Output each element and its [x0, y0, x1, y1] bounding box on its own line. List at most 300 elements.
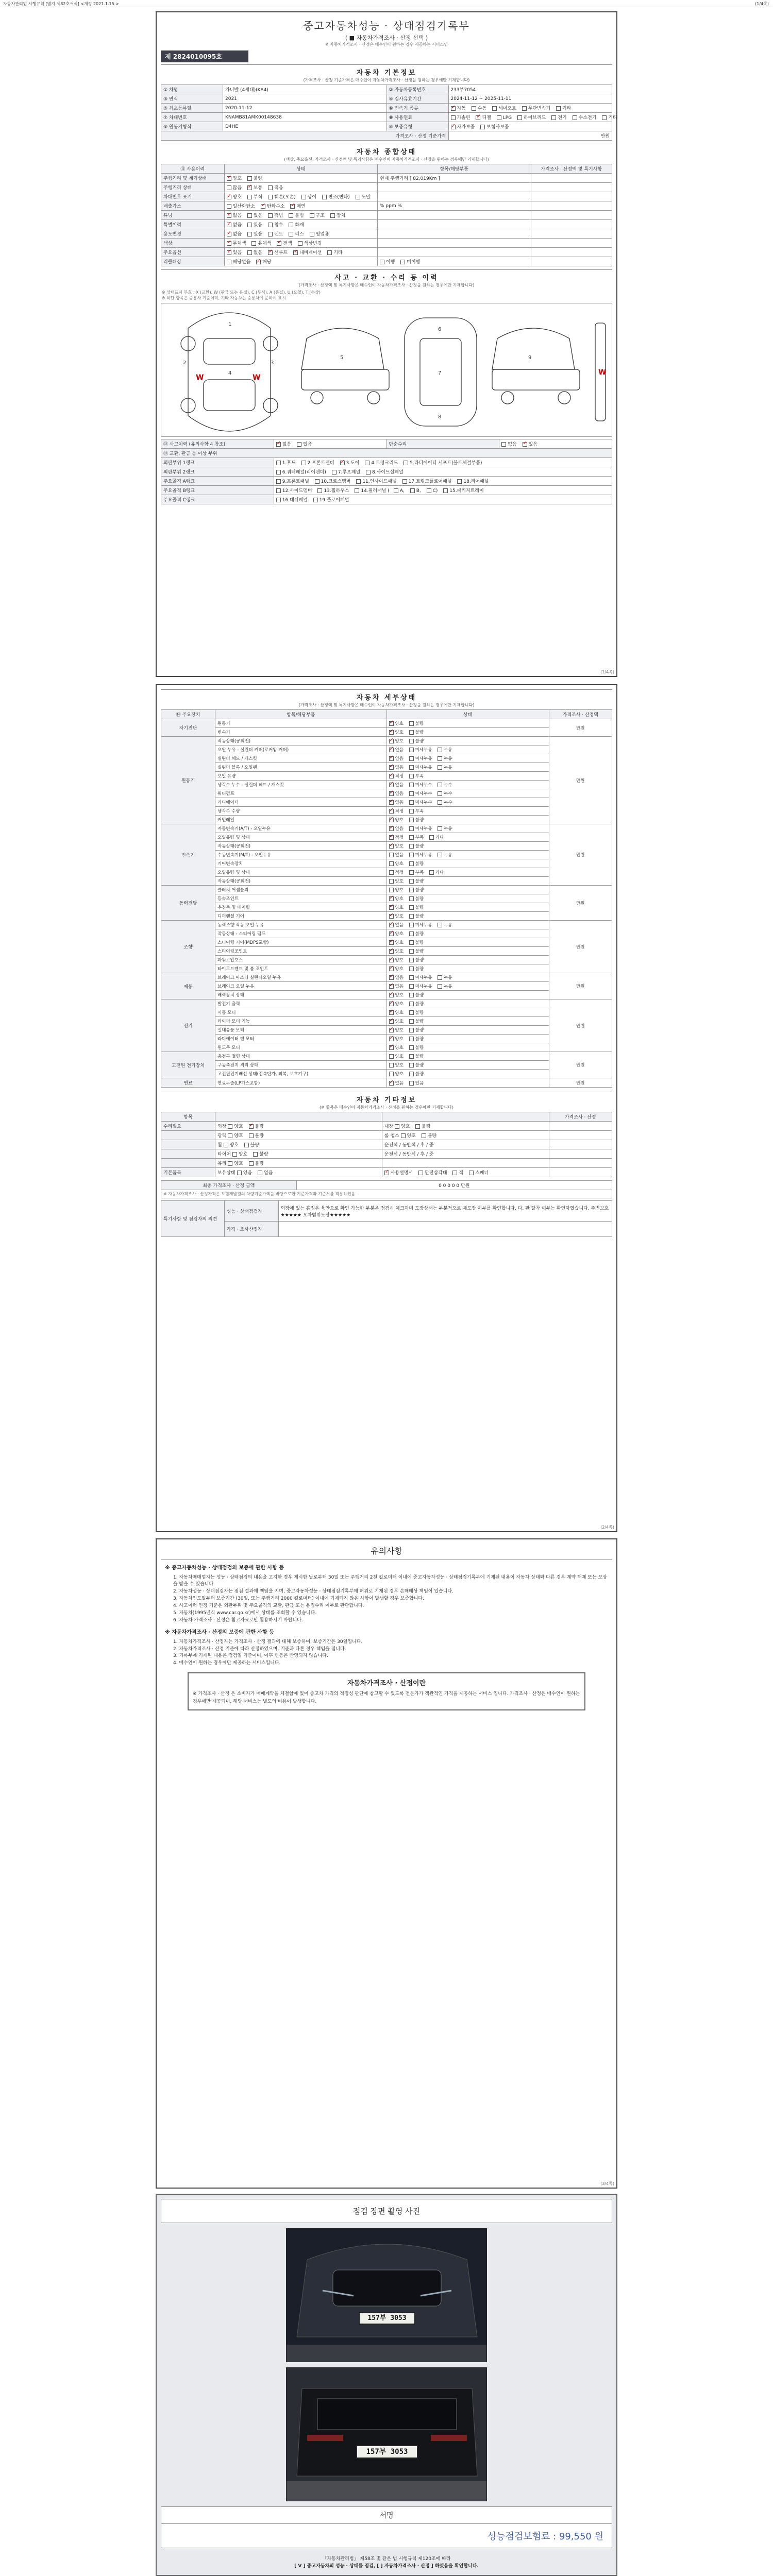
price-service-text: ※ 가격조사 · 산정 은 소비자가 매매계약을 체결함에 있어 중고차 가격의 적정성 판단에 참고할 수 있도록 전문가가 객관적인 가격을 제공하는 서비스 입니다. 가격조사 · 산정은 매수인이 원하는 경우에만 제공되며, 해당 서비스는 별도의 비용이 발생합니다. — [193, 1691, 580, 1704]
detail-status — [386, 1026, 549, 1035]
overall-price — [531, 174, 612, 183]
overall-item: 주요옵션 — [161, 248, 225, 257]
other-header-cell — [215, 1112, 382, 1122]
check-option: 누수 — [438, 783, 452, 788]
check-option: ✓ 양호 — [389, 818, 405, 823]
checkbox — [356, 195, 360, 199]
checkbox — [330, 213, 335, 218]
check-option: 18.리어패널 — [457, 479, 489, 484]
checkbox — [451, 125, 456, 129]
check-option: 양호 — [389, 879, 405, 884]
checkbox — [409, 721, 414, 726]
check-option: ✓내비게이션 — [293, 250, 323, 256]
checkbox — [276, 498, 281, 502]
basic-label: ④ 검사유효기간 — [386, 94, 448, 104]
checkbox — [415, 1124, 420, 1129]
checkbox — [409, 940, 414, 945]
rank-label: 외판부위 1랭크 — [161, 458, 274, 467]
checkbox — [389, 1054, 394, 1059]
check-option: 불량 — [409, 1045, 424, 1050]
checkbox — [409, 739, 414, 743]
detail-price: 만원 — [549, 824, 612, 886]
other-status: 외장 양호 ✓불량 — [215, 1122, 382, 1131]
check-option: ✓ 없음 — [389, 984, 405, 989]
check-option: 있음 — [409, 1081, 424, 1086]
check-option: ✓ 양호 — [389, 1028, 405, 1033]
checkbox — [227, 213, 231, 218]
notes-item-1: 3. 자동차인도일부터 보증기간 (30일, 또는 주행거리 2000 킬로미터) 이내에 기재되지 않은 사항이 발생할 경우 보증합니다. — [173, 1596, 424, 1602]
checkbox — [472, 106, 476, 111]
section-detail-title: 자동차 세부상태 — [161, 689, 612, 702]
check-option: 미세누수 — [409, 791, 434, 796]
section-basic-note: (가격조사 · 산정 기준가격은 매수인이 자동차가격조사 · 산정을 원하는 경우에만 기재합니다) — [303, 78, 470, 82]
overall-item: 특별이력 — [161, 220, 225, 229]
detail-item: 스티어링조인트 — [215, 947, 387, 956]
checkbox — [429, 835, 434, 840]
detail-row — [161, 903, 612, 912]
detail-item: 연료누출(LP가스포함) — [215, 1078, 387, 1088]
checkbox — [409, 756, 414, 761]
check-option: 불량 — [409, 861, 424, 867]
basic-label: ② 자동차등록번호 — [386, 85, 448, 94]
checkbox — [247, 213, 252, 218]
checkbox — [457, 479, 462, 484]
check-option: 2.프론트펜더 — [301, 461, 336, 466]
rank-row — [161, 477, 612, 486]
checkbox — [310, 232, 314, 236]
check-option: 불량 — [409, 931, 424, 937]
other-row — [161, 1159, 612, 1168]
detail-status — [386, 894, 549, 903]
check-option: 무단변속기 — [522, 106, 552, 111]
checkbox — [438, 984, 442, 989]
checkbox — [389, 1010, 394, 1015]
overall-row — [161, 239, 612, 248]
overall-price — [531, 257, 612, 266]
form-header — [157, 12, 616, 47]
check-option: ✓ 양호 — [389, 958, 405, 963]
check-option: 하이브리드 — [517, 115, 547, 121]
check-option: 있음 — [247, 213, 264, 218]
opinion-table — [161, 1200, 612, 1237]
overall-price — [531, 229, 612, 239]
checkbox — [409, 870, 414, 875]
detail-status — [386, 833, 549, 842]
checkbox — [247, 176, 252, 181]
check-option: 10.크로스멤버 — [315, 479, 352, 484]
checkbox — [389, 1072, 394, 1076]
check-option: 일산화탄소 — [227, 204, 257, 209]
check-option: ✓ 양호 — [389, 905, 405, 910]
detail-item: 워터펌프 — [215, 789, 387, 798]
rank-parts — [274, 486, 612, 495]
checkbox — [409, 984, 414, 989]
checkbox — [389, 1063, 394, 1067]
simple-repair-status — [499, 439, 612, 449]
overall-part — [378, 192, 531, 201]
overall-status — [224, 220, 378, 229]
checkbox — [389, 975, 394, 980]
check-option: 없음 — [389, 853, 405, 858]
check-option: 19.플로어패널 — [313, 498, 349, 503]
check-option: 불량 — [247, 176, 262, 181]
check-option: ✓ 없음 — [389, 791, 405, 796]
detail-row — [161, 798, 612, 807]
calculator-label: 가격 · 조사산정자 — [224, 1222, 278, 1237]
checkbox — [276, 479, 281, 484]
check-option: 불량 — [422, 1133, 436, 1139]
accident-status — [274, 439, 386, 449]
checkbox — [401, 1133, 406, 1138]
checkbox — [389, 730, 394, 735]
page-indicator: (1/4쪽) — [755, 2, 769, 6]
checkbox — [409, 730, 414, 735]
detail-row — [161, 938, 612, 947]
detail-item: 라디에이터 — [215, 798, 387, 807]
law-line-2: [ V ] 중고자동차의 성능 · 상태를 점검, [ ] 자동차가격조사 · 산정 ] 하였음을 확인합니다. — [294, 2564, 479, 2569]
check-option: 상이 — [301, 195, 318, 200]
check-option: ✓ 없음 — [389, 756, 405, 761]
notes-item-1: 6. 자동차 가격조사 · 산정은 참고자료로만 활용하시기 바랍니다. — [173, 1618, 303, 1623]
detail-item: 기어변속장치 — [215, 859, 387, 868]
check-option: ✓ 양호 — [389, 914, 405, 919]
basic-value: 2020-11-12 — [223, 104, 387, 113]
rank-parts — [274, 495, 612, 504]
car-front-photo — [287, 2229, 487, 2362]
checkbox — [389, 984, 394, 989]
check-option: 불량 — [409, 818, 424, 823]
check-option: ✓3.도어 — [340, 461, 361, 466]
checkbox — [409, 791, 414, 796]
check-option: 불량 — [409, 879, 424, 884]
checkbox — [389, 774, 394, 778]
basic-row — [161, 85, 612, 94]
overall-row — [161, 183, 612, 192]
checkbox — [389, 940, 394, 945]
checkbox — [492, 106, 497, 111]
checkbox — [389, 1028, 394, 1032]
notes-list-2 — [165, 1639, 608, 1668]
checkbox — [389, 835, 394, 840]
check-option: 훼손(오손) — [268, 195, 297, 200]
check-option: 화재 — [289, 223, 304, 228]
checkbox — [409, 967, 414, 971]
section-accident-title: 사고 · 교환 · 수리 등 이력 — [161, 269, 612, 282]
check-option: 안전삼각대 — [418, 1171, 448, 1176]
checkbox — [389, 1045, 394, 1050]
checkbox — [227, 241, 231, 246]
other-item — [161, 1140, 215, 1149]
overall-item: 배출가스 — [161, 201, 225, 211]
checkbox — [224, 1143, 228, 1147]
checkbox — [409, 1019, 414, 1024]
checkbox — [389, 896, 394, 901]
checkbox — [276, 488, 281, 493]
overall-status-table — [161, 164, 612, 266]
check-option: 양호 — [389, 1063, 405, 1068]
other-price — [549, 1149, 612, 1159]
detail-row — [161, 737, 612, 745]
check-option: ✓ 없음 — [389, 800, 405, 805]
checkbox — [409, 1081, 414, 1086]
rank-label: 외판부위 2랭크 — [161, 467, 274, 477]
accident-label: ⑫ 사고이력 (유의사항 4 참조) — [161, 439, 274, 449]
check-option: ✓ 양호 — [389, 949, 405, 954]
check-option: ✓ 양호 — [227, 176, 243, 181]
detail-item: 시동 모터 — [215, 1008, 387, 1017]
notes-block-1 — [165, 1564, 608, 1624]
checkbox — [394, 488, 398, 493]
checkbox — [501, 442, 506, 447]
detail-item: 커먼레일 — [215, 816, 387, 824]
overall-price — [531, 201, 612, 211]
check-option: 없음 — [247, 250, 264, 256]
check-option: 불량 — [409, 896, 424, 902]
detail-row — [161, 824, 612, 833]
basic-row — [161, 113, 612, 122]
detail-row — [161, 1008, 612, 1017]
rank-parts — [274, 477, 612, 486]
overall-item: 튜닝 — [161, 211, 225, 220]
checkbox — [276, 461, 281, 465]
detail-row — [161, 1052, 612, 1061]
checkbox — [315, 479, 320, 484]
check-option: ✓ 없음 — [389, 975, 405, 980]
checkbox — [429, 870, 434, 875]
checkbox — [268, 195, 273, 199]
detail-status — [386, 1035, 549, 1043]
detail-status — [386, 816, 549, 824]
detail-group: 고전원 전기장치 — [161, 1052, 215, 1078]
other-status: 광택 양호 불량 — [215, 1131, 382, 1140]
checkbox — [289, 223, 293, 227]
check-option: ✓ 적정 — [389, 835, 405, 840]
check-option: 가솔린 — [451, 115, 472, 121]
detail-price: 만원 — [549, 1078, 612, 1088]
notes-block-2 — [165, 1629, 608, 1667]
check-option: 불량 — [409, 1019, 424, 1024]
check-option: ✓ 양호 — [389, 1037, 405, 1042]
detail-group: 전기 — [161, 999, 215, 1052]
checkbox — [395, 1124, 399, 1129]
checkbox — [409, 765, 414, 770]
checkbox — [438, 791, 442, 796]
check-option: 미세누유 — [409, 756, 434, 761]
checkbox — [438, 756, 442, 761]
detail-item: 실내송풍 모터 — [215, 1026, 387, 1035]
part-label-7: 7 — [438, 370, 442, 376]
check-option: 스패너 — [469, 1171, 489, 1176]
checkbox — [227, 232, 231, 236]
car-rear-photo — [287, 2368, 487, 2501]
checkbox — [523, 442, 527, 447]
basic-label: ③ 연식 — [161, 94, 223, 104]
detail-item: 실린더 헤드 / 개스킷 — [215, 754, 387, 763]
checkbox — [327, 250, 332, 255]
checkbox — [261, 204, 265, 209]
detail-status — [386, 728, 549, 737]
check-option: 누유 — [438, 765, 452, 770]
overall-part — [378, 211, 531, 220]
detail-status — [386, 868, 549, 877]
section-overall-note: (색상, 주요옵션, 가격조사 · 산정액 및 특기사항은 매수인이 자동차가격조사 · 산정을 원하는 경우에만 기재합니다) — [284, 157, 489, 162]
detail-status — [386, 982, 549, 991]
detail-item: 변속기 — [215, 728, 387, 737]
check-option: 리스 — [289, 232, 305, 237]
check-option: 불량 — [409, 905, 424, 910]
checkbox — [389, 756, 394, 761]
detail-group: 동력전달 — [161, 886, 215, 921]
check-option: 누유 — [438, 853, 452, 858]
detail-row — [161, 859, 612, 868]
checkbox — [389, 826, 394, 831]
accident-legend-2: ※ 하단 항목은 승용차 기준이며, 기타 자동차는 승용차에 준하여 표시 — [162, 296, 286, 300]
checkbox — [409, 1010, 414, 1015]
check-option: 4.트렁크리드 — [365, 461, 399, 466]
check-option: ✓탄화수소 — [261, 204, 287, 209]
checkbox — [268, 213, 273, 218]
license-plate-front: 157부 3053 — [359, 2312, 415, 2325]
check-option: ✓ 없음 — [227, 213, 243, 218]
section-detail-note: (가격조사 · 산정액 및 특기사항은 매수인이 자동차가격조사 · 산정을 원하는 경우에만 기재합니다) — [298, 703, 475, 707]
other-row — [161, 1122, 612, 1131]
checkbox — [389, 958, 394, 962]
detail-item: 클러치 어셈블리 — [215, 886, 387, 894]
detail-status — [386, 789, 549, 798]
checkbox — [389, 721, 394, 726]
check-option: 불량 — [409, 1028, 424, 1033]
basic-value: KNAMB81AMK00148638 — [223, 113, 387, 122]
form-reference: 자동차관리법 시행규칙 [별지 제82호서식] <개정 2021.1.15.> — [3, 2, 119, 6]
overall-part: % ppm % — [378, 201, 531, 211]
checkbox — [277, 241, 281, 246]
checkbox — [551, 115, 556, 120]
checkbox — [253, 1152, 258, 1157]
check-option: 불량 — [409, 730, 424, 735]
check-option: 미세누유 — [409, 853, 434, 858]
detail-item: 와이퍼 모터 기능 — [215, 1017, 387, 1026]
overall-status — [224, 229, 378, 239]
checkbox — [247, 232, 252, 236]
checkbox — [409, 949, 414, 954]
checkbox — [409, 853, 414, 857]
checkbox — [409, 914, 414, 919]
checkbox — [389, 809, 394, 814]
special-notes-label: 특기사항 및 점검자의 의견 — [161, 1201, 225, 1237]
top-bar — [0, 0, 773, 7]
check-option: 도말 — [356, 195, 371, 200]
damage-mark-3: W — [598, 368, 607, 377]
checkbox — [409, 1045, 414, 1050]
check-option: 양호 — [224, 1143, 240, 1148]
check-option: 잭 — [452, 1171, 465, 1176]
check-option: 7.루프패널 — [332, 470, 362, 475]
overall-price — [531, 239, 612, 248]
check-option: ✓보통 — [247, 185, 264, 191]
checkbox — [247, 223, 252, 227]
checkbox — [389, 853, 394, 857]
detail-group: 자기진단 — [161, 719, 215, 737]
check-option: ✓ 양호 — [389, 1019, 405, 1024]
checkbox — [310, 213, 314, 218]
part-label-4: 4 — [228, 370, 232, 376]
detail-header-cell: 항목/해당부품 — [215, 710, 387, 719]
detail-status — [386, 719, 549, 728]
checkbox — [389, 967, 394, 971]
other-item: 수리필요 — [161, 1122, 215, 1131]
check-option: ✓ 양호 — [389, 931, 405, 937]
price-service-title: 자동차가격조사 · 산정이란 — [347, 1680, 426, 1688]
check-option: 불량 — [409, 1072, 424, 1077]
checkbox — [247, 185, 252, 190]
detail-status — [386, 1017, 549, 1026]
checkbox — [409, 975, 414, 980]
notes-head-2: ※ 자동차가격조사 · 산정의 보증에 관한 사항 등 — [165, 1630, 274, 1636]
other-status: 보유상태 있음 없음 — [215, 1168, 382, 1177]
checkbox — [389, 1037, 394, 1041]
check-option: ✓ 없음 — [389, 748, 405, 753]
page-tag-1: (1/4쪽) — [600, 670, 614, 674]
detail-status — [386, 798, 549, 807]
rank-row — [161, 486, 612, 495]
check-option: 수동 — [472, 106, 488, 111]
part-label-2: 2 — [183, 360, 187, 366]
overall-row — [161, 220, 612, 229]
basic-row — [161, 94, 612, 104]
detail-item: 디퍼렌셜 기어 — [215, 912, 387, 921]
basic-value: 233부7054 — [448, 85, 612, 94]
check-option: 미이행 — [400, 260, 420, 265]
check-option: 수소전기 — [573, 115, 598, 121]
check-option: 15.패키지트레이 — [443, 488, 483, 494]
overall-header — [161, 164, 612, 174]
checkbox — [438, 923, 442, 927]
inspector-label: 성능 · 상태점검자 — [224, 1201, 278, 1222]
section-other-title: 자동차 기타정보 — [161, 1092, 612, 1105]
check-option: ✓ 무채색 — [227, 241, 248, 246]
detail-status — [386, 859, 549, 868]
basic-value: 카니발 (4세대)(KA4) — [223, 85, 387, 94]
detail-status — [386, 763, 549, 772]
check-option: 16.대쉬패널 — [276, 498, 309, 503]
check-option: ✓ 양호 — [389, 993, 405, 998]
check-option: ✓ 양호 — [389, 940, 405, 945]
checkbox — [602, 115, 607, 120]
check-option: 색상변경 — [298, 241, 322, 246]
check-option: 누유 — [438, 748, 452, 753]
check-option: 8.사이드실패널 — [366, 470, 404, 475]
detail-row — [161, 982, 612, 991]
price-calc-table — [161, 1180, 612, 1198]
checkbox — [298, 241, 303, 246]
check-option: 양호 — [395, 1124, 411, 1129]
check-option: 장치 — [330, 213, 345, 218]
check-option: 부식 — [247, 195, 264, 200]
overall-row — [161, 174, 612, 183]
detail-item: 스티어링 기어(MDPS포함) — [215, 938, 387, 947]
notes-item-2: 1. 자동차가격조사 · 산정자는 가격조사 · 산정 결과에 대해 보증하며, 보증기간은 30일입니다. — [173, 1639, 363, 1645]
detail-row — [161, 1043, 612, 1052]
overall-part — [378, 239, 531, 248]
checkbox — [389, 870, 394, 875]
detail-status — [386, 737, 549, 745]
overall-part — [378, 248, 531, 257]
section-basic-title: 자동차 기본정보 — [161, 64, 612, 77]
check-option: 불량 — [415, 1124, 430, 1129]
overall-item: 차대번호 표기 — [161, 192, 225, 201]
checkbox — [451, 106, 456, 111]
basic-value — [448, 104, 612, 113]
